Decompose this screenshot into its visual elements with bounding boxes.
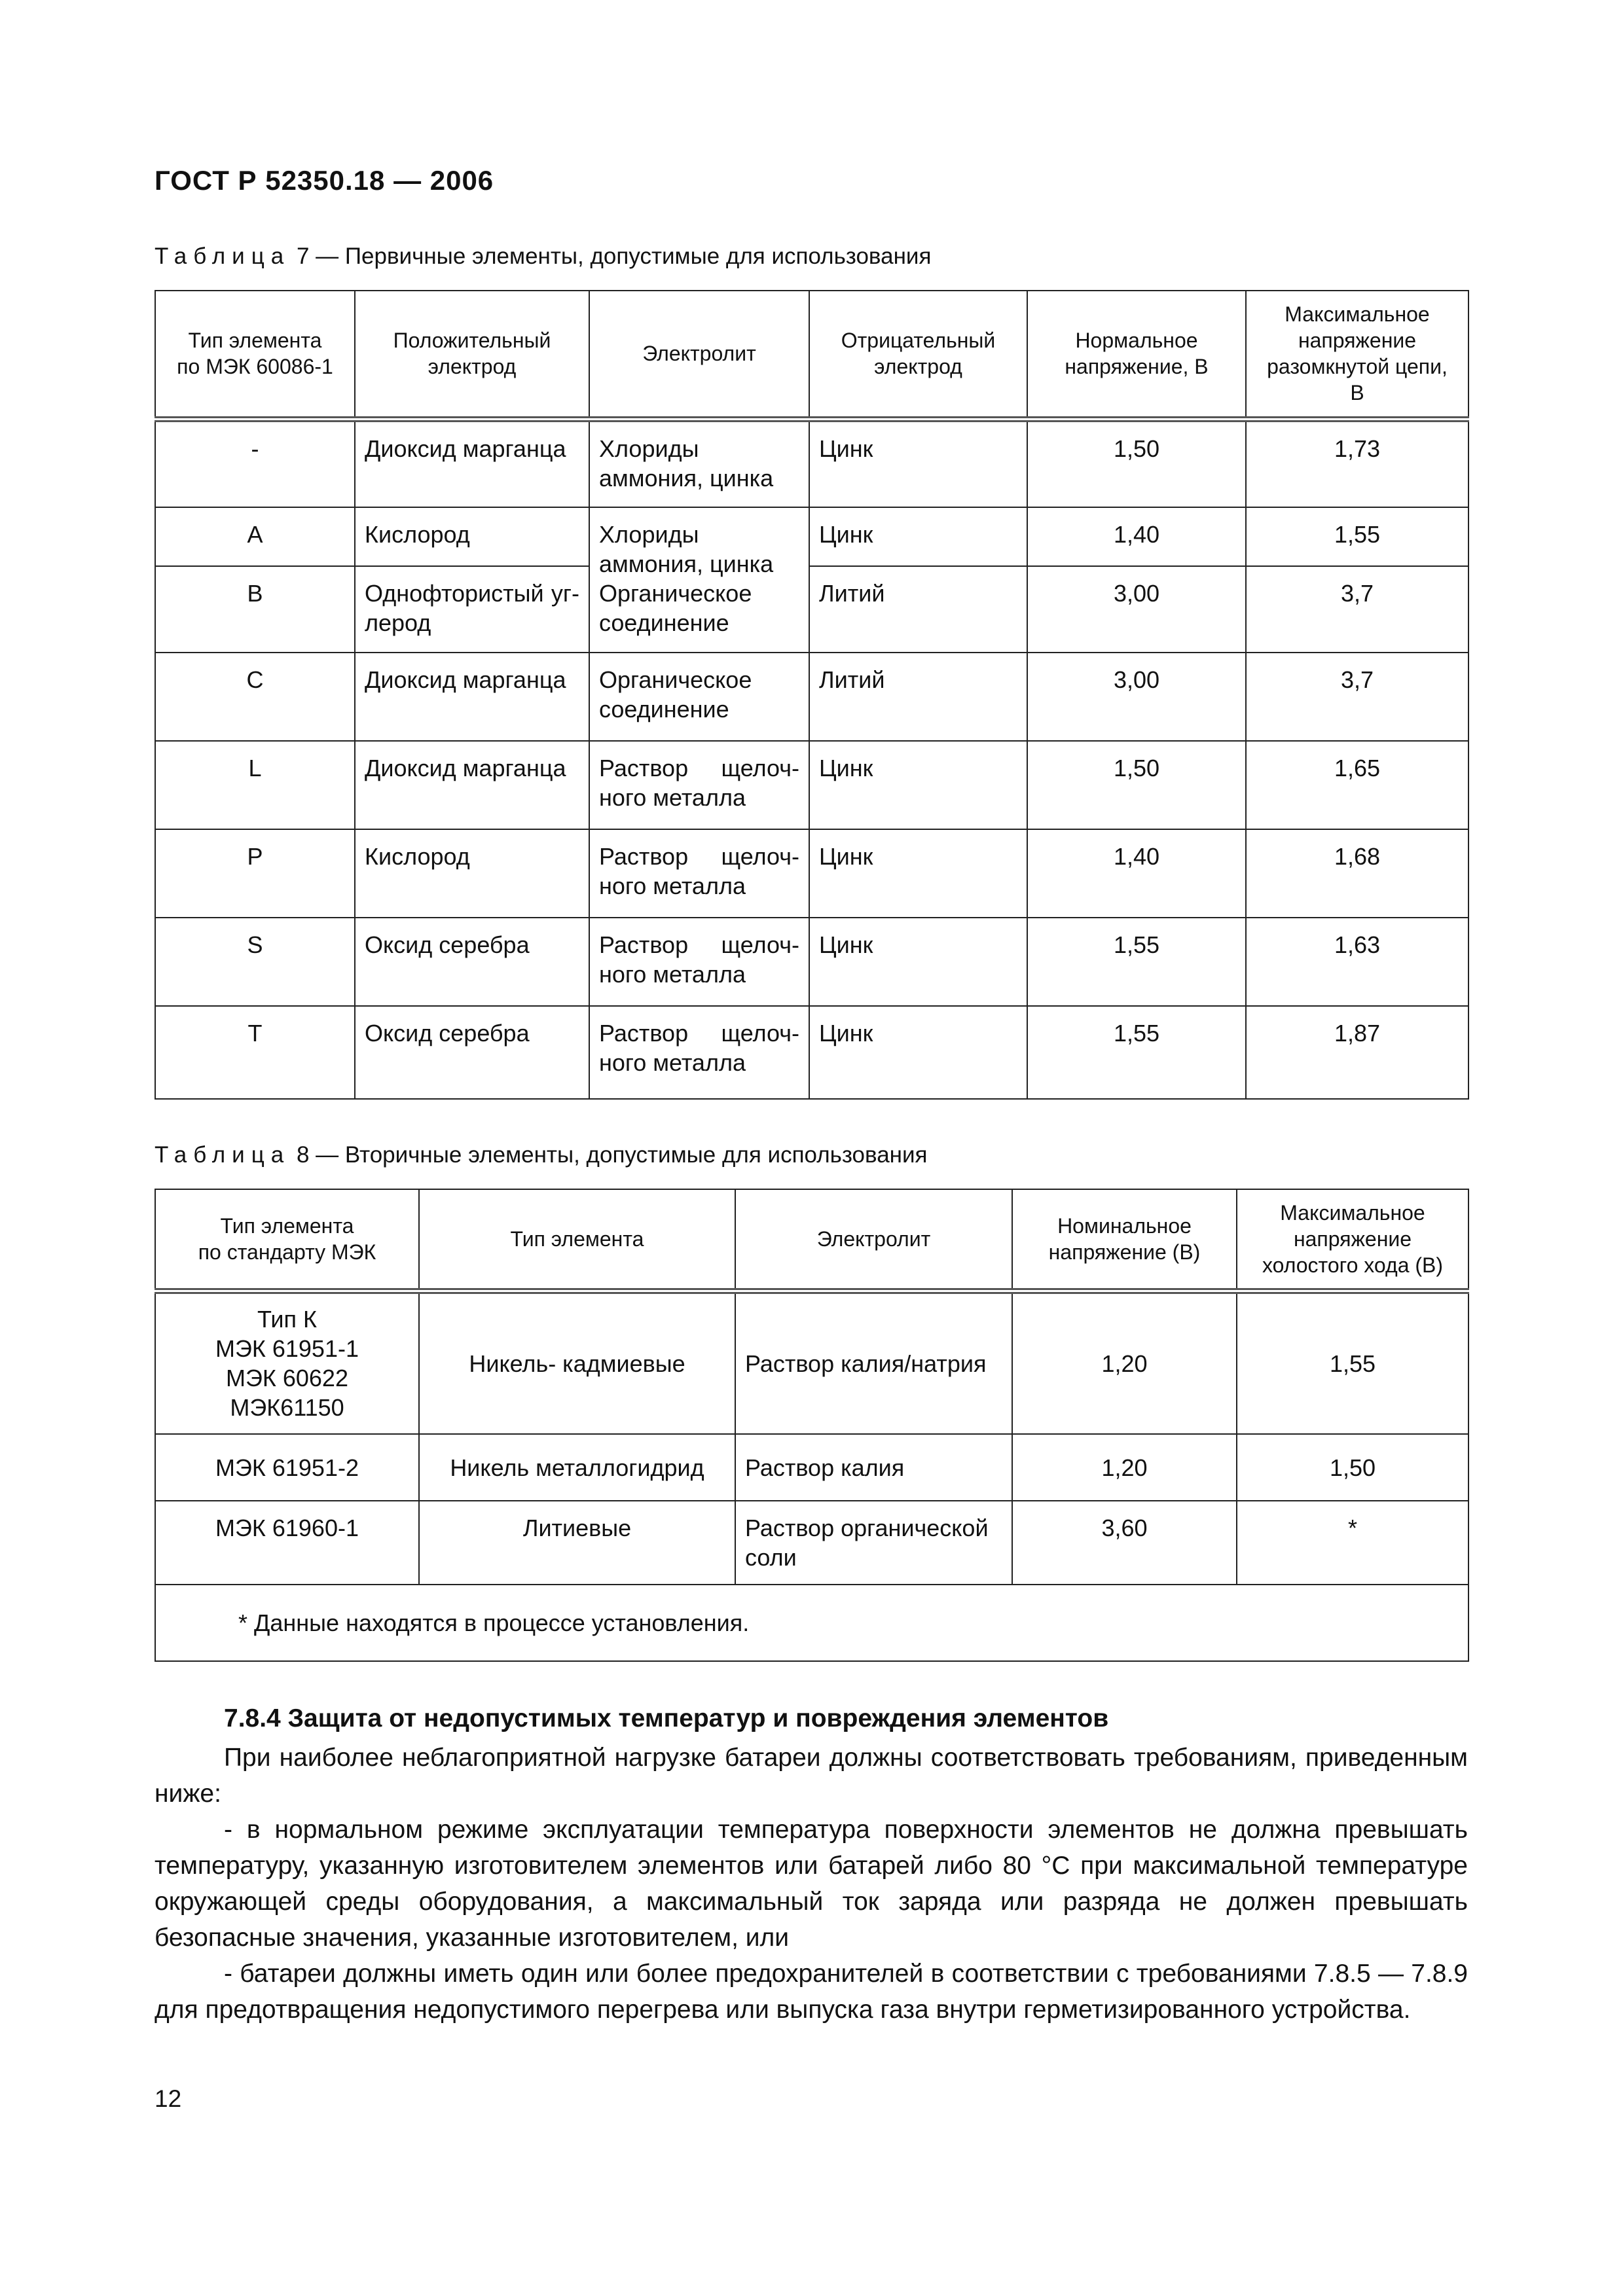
- cell-max: 3,7: [1246, 653, 1468, 741]
- cell-electrolyte-line1: Раствор щелоч-: [599, 843, 799, 870]
- cell-electrolyte: [589, 1006, 809, 1099]
- table8-header-max: Максимальное напряжение холостого хода (В): [1237, 1189, 1468, 1291]
- cell-max: 1,55: [1246, 507, 1468, 566]
- cell-positive: Диоксид марганца: [355, 653, 589, 741]
- table7-header-nominal: Нормальное напряжение, В: [1027, 291, 1246, 419]
- cell-standard: МЭК 61951-2: [155, 1434, 419, 1501]
- cell-max: 1,50: [1237, 1434, 1468, 1501]
- table7-header-type: Тип элемента по МЭК 60086-1: [155, 291, 355, 419]
- cell-electrolyte: Раствор органической соли: [735, 1501, 1012, 1585]
- cell-nominal: 1,20: [1012, 1291, 1237, 1434]
- cell-electrolyte-line1: Раствор щелоч-: [599, 931, 799, 958]
- cell-max: 1,65: [1246, 741, 1468, 829]
- section-paragraph: - в нормальном режиме эксплуатации температура поверхности элементов не должна превышать температуру, указанную изготовителем элементов или батарей либо 80 °С при максимальной температуре окружающей среды оборудования, а максимальный ток заряда или разряда не должен превышать безопасные значения, указанные изготовителем, или: [155, 1816, 1468, 1952]
- cell-electrolyte-b: Органическое соединение: [599, 580, 752, 636]
- cell-type: P: [155, 829, 355, 918]
- table-row: [155, 1006, 1468, 1099]
- cell-electrolyte-line2: ного металла: [599, 784, 746, 811]
- section-paragraph: При наиболее неблагоприятной нагрузке батареи должны соответствовать требованиям, приведенным ниже:: [155, 1744, 1468, 1808]
- cell-negative: Цинк: [809, 829, 1027, 918]
- cell-electrolyte: Хлориды аммония, цинка: [589, 419, 809, 507]
- cell-negative: Цинк: [809, 918, 1027, 1006]
- cell-standard: МЭК 61960-1: [155, 1501, 419, 1585]
- table7-caption-text: 7 — Первичные элементы, допустимые для использования: [296, 243, 932, 269]
- table-row: [155, 1501, 1468, 1585]
- cell-type: Никель- кадмиевые: [419, 1291, 735, 1434]
- cell-standard: Тип К МЭК 61951-1 МЭК 60622 МЭК61150: [155, 1291, 419, 1434]
- cell-positive: Оксид серебра: [355, 1006, 589, 1099]
- table8-header-row: [155, 1189, 1468, 1291]
- cell-nominal: 3,00: [1027, 653, 1246, 741]
- cell-max: 1,68: [1246, 829, 1468, 918]
- cell-type: B: [155, 566, 355, 653]
- table8-caption-text: 8 — Вторичные элементы, допустимые для использования: [296, 1142, 928, 1168]
- cell-electrolyte-line2: ного металла: [599, 872, 746, 899]
- cell-electrolyte: [589, 918, 809, 1006]
- cell-type: A: [155, 507, 355, 566]
- table7-header-electrolyte: Электролит: [589, 291, 809, 419]
- table7-caption-word: Таблица: [155, 243, 291, 269]
- cell-positive: [355, 566, 589, 653]
- cell-nominal: 1,55: [1027, 918, 1246, 1006]
- table7-caption: [155, 243, 931, 270]
- cell-type: C: [155, 653, 355, 741]
- table-row: [155, 507, 1468, 566]
- cell-nominal: 1,20: [1012, 1434, 1237, 1501]
- cell-electrolyte: Раствор калия/натрия: [735, 1291, 1012, 1434]
- cell-max: 1,55: [1237, 1291, 1468, 1434]
- table8-header-standard: Тип элемента по стандарту МЭК: [155, 1189, 419, 1291]
- cell-nominal: 3,60: [1012, 1501, 1237, 1585]
- cell-positive: Оксид серебра: [355, 918, 589, 1006]
- table8-caption: [155, 1142, 928, 1168]
- cell-electrolyte-merged: [589, 507, 809, 653]
- table8-caption-word: Таблица: [155, 1142, 291, 1168]
- cell-positive: Кислород: [355, 829, 589, 918]
- cell-electrolyte: [589, 829, 809, 918]
- cell-type: S: [155, 918, 355, 1006]
- table8-note-row: [155, 1585, 1468, 1661]
- table8-header-type: Тип элемента: [419, 1189, 735, 1291]
- section-paragraph: - батареи должны иметь один или более предохранителей в соответствии с требованиями 7.8.5 — 7.8.9 для предотвращения недопустимого перегрева или выпуска газа внутри герметизированного устройства.: [155, 1960, 1468, 2024]
- table7-header-row: [155, 291, 1468, 419]
- cell-positive-line2: лерод: [365, 609, 431, 636]
- cell-nominal: 1,40: [1027, 829, 1246, 918]
- cell-type: Никель металлогидрид: [419, 1434, 735, 1501]
- table8-header-electrolyte: Электролит: [735, 1189, 1012, 1291]
- table-row: [155, 566, 1468, 653]
- cell-positive: Диоксид марганца: [355, 741, 589, 829]
- table8-footnote: * Данные находятся в процессе установления.: [155, 1585, 1468, 1661]
- table-row: [155, 741, 1468, 829]
- table7-header-max: Максимальное напряжение разомкнутой цепи, В: [1246, 291, 1468, 419]
- cell-electrolyte-line1: Раствор щелоч-: [599, 755, 799, 781]
- cell-positive-line1: Однофтористый уг-: [365, 580, 579, 607]
- page-number: 12: [155, 2085, 182, 2112]
- cell-nominal: 1,50: [1027, 419, 1246, 507]
- cell-nominal: 1,50: [1027, 741, 1246, 829]
- cell-max: 1,73: [1246, 419, 1468, 507]
- cell-nominal: 1,55: [1027, 1006, 1246, 1099]
- cell-negative: Литий: [809, 566, 1027, 653]
- cell-negative: Цинк: [809, 507, 1027, 566]
- cell-positive: Кислород: [355, 507, 589, 566]
- cell-electrolyte-a: Хлориды аммония, цинка: [599, 521, 774, 577]
- cell-electrolyte-line1: Раствор щелоч-: [599, 1020, 799, 1047]
- section-title: 7.8.4 Защита от недопустимых температур и повреждения элементов: [224, 1704, 1109, 1732]
- table-row: [155, 1291, 1468, 1434]
- table7-header-positive: Положительный электрод: [355, 291, 589, 419]
- table-row: [155, 419, 1468, 507]
- document-header: ГОСТ Р 52350.18 — 2006: [155, 165, 494, 196]
- cell-negative: Литий: [809, 653, 1027, 741]
- cell-positive: Диоксид марганца: [355, 419, 589, 507]
- cell-nominal: 3,00: [1027, 566, 1246, 653]
- cell-negative: Цинк: [809, 419, 1027, 507]
- cell-type: T: [155, 1006, 355, 1099]
- cell-type: L: [155, 741, 355, 829]
- cell-electrolyte: Раствор калия: [735, 1434, 1012, 1501]
- cell-max: *: [1237, 1501, 1468, 1585]
- table7: [155, 290, 1469, 1100]
- table-row: [155, 829, 1468, 918]
- cell-electrolyte-line2: ного металла: [599, 1049, 746, 1076]
- table-row: [155, 653, 1468, 741]
- cell-negative: Цинк: [809, 741, 1027, 829]
- cell-electrolyte: Органическое соединение: [589, 653, 809, 741]
- cell-negative: Цинк: [809, 1006, 1027, 1099]
- table8: [155, 1189, 1469, 1662]
- table7-header-negative: Отрицательный электрод: [809, 291, 1027, 419]
- cell-type: -: [155, 419, 355, 507]
- cell-max: 1,63: [1246, 918, 1468, 1006]
- table-row: [155, 918, 1468, 1006]
- cell-electrolyte: [589, 741, 809, 829]
- table8-header-nominal: Номинальное напряжение (В): [1012, 1189, 1237, 1291]
- cell-max: 1,87: [1246, 1006, 1468, 1099]
- cell-electrolyte-line2: ного металла: [599, 961, 746, 988]
- table-row: [155, 1434, 1468, 1501]
- cell-type: Литиевые: [419, 1501, 735, 1585]
- cell-nominal: 1,40: [1027, 507, 1246, 566]
- cell-max: 3,7: [1246, 566, 1468, 653]
